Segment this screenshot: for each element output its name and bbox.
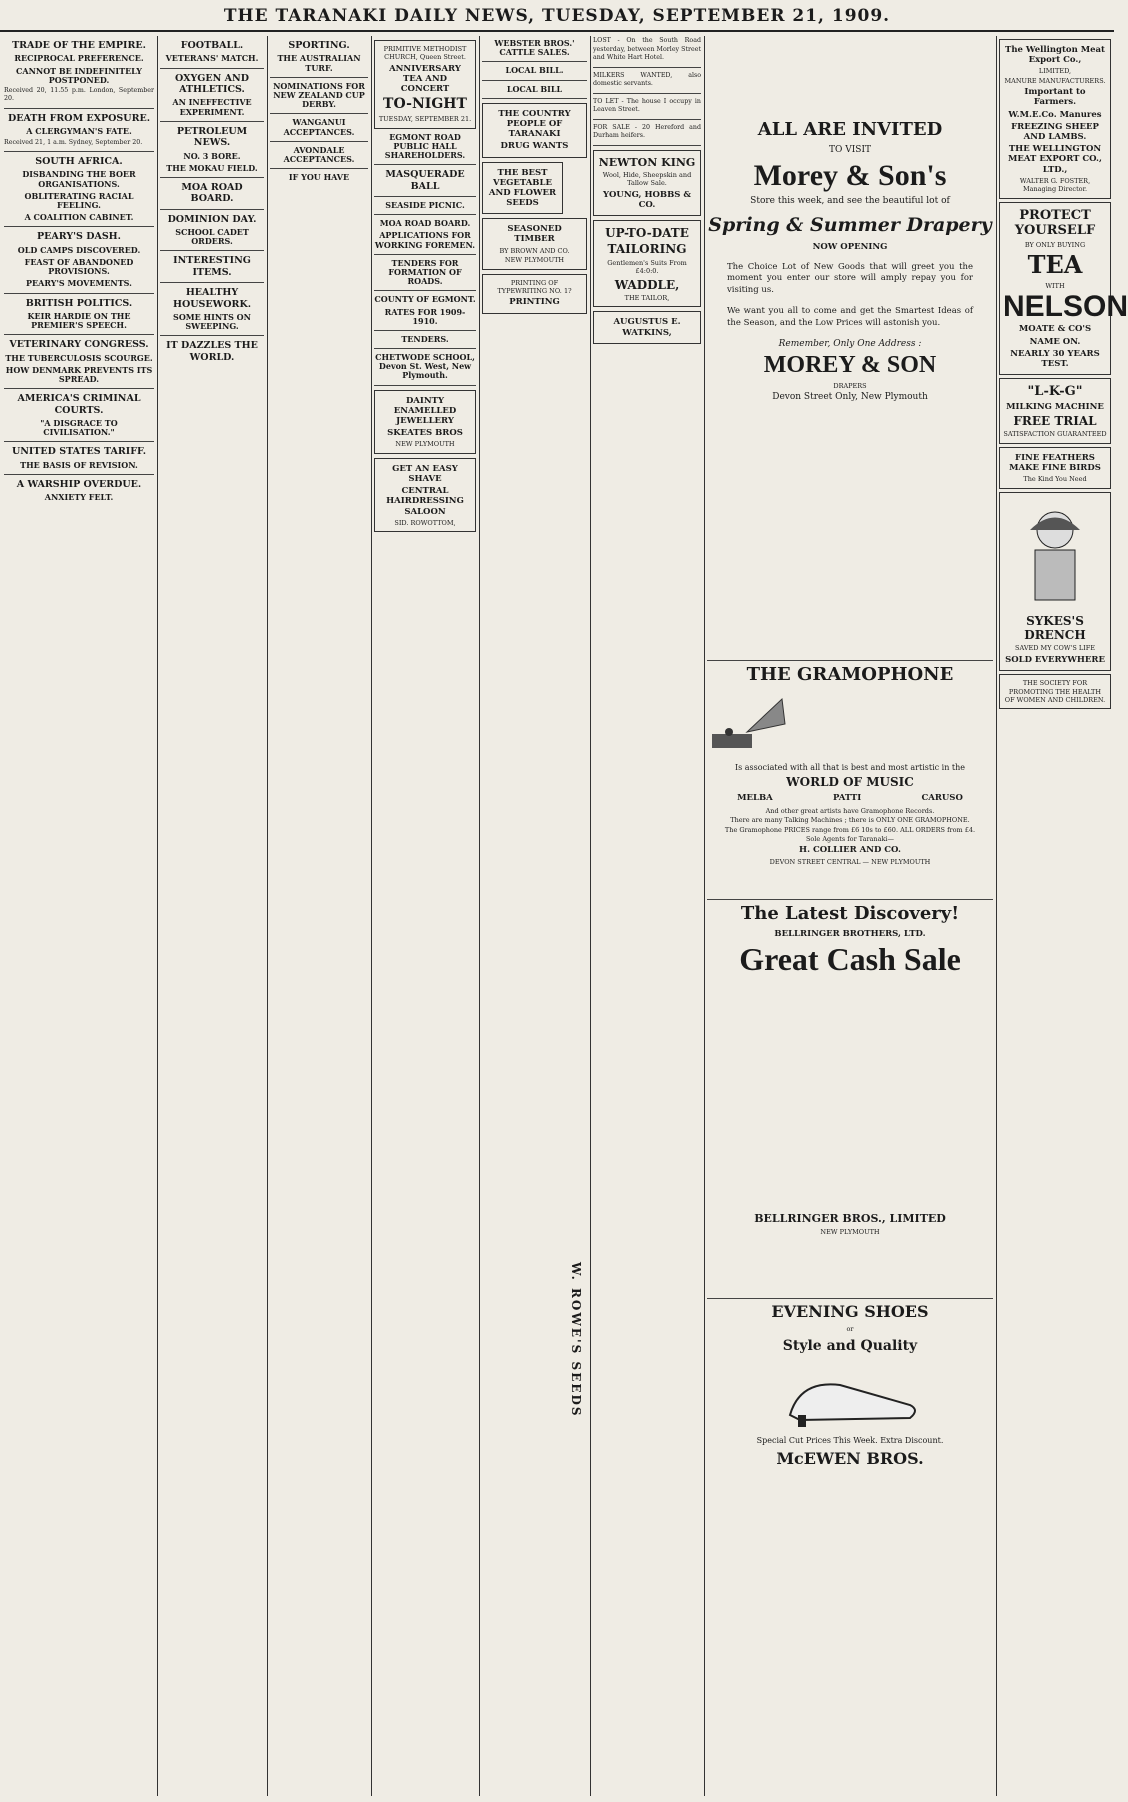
headline: FOOTBALL. bbox=[180, 40, 244, 51]
headline: DOMINION DAY. bbox=[167, 213, 257, 225]
feathers-ad bbox=[999, 447, 1111, 489]
divider bbox=[270, 168, 368, 169]
or-word: or bbox=[846, 1325, 854, 1334]
masthead bbox=[0, 0, 1114, 32]
style-quality: Style and Quality bbox=[782, 1337, 918, 1354]
walter-foster: WALTER G. FOSTER, Managing Director. bbox=[1019, 176, 1091, 194]
shoes-ad bbox=[707, 1303, 993, 1469]
seeds-ad bbox=[482, 162, 563, 215]
subhead: LOCAL BILL. bbox=[505, 65, 564, 76]
subhead: KEIR HARDIE ON THE PREMIER'S SPEECH. bbox=[27, 310, 131, 331]
headline: OXYGEN AND ATHLETICS. bbox=[175, 72, 249, 95]
divider bbox=[4, 441, 154, 442]
subhead: MOA ROAD BOARD. bbox=[379, 218, 471, 229]
divider bbox=[707, 899, 993, 900]
bellringer-ad bbox=[707, 904, 993, 1294]
want-you-text: We want you all to come and get the Smartest Ideas of the Season, and the Low Prices will astonish you. bbox=[727, 306, 973, 328]
divider bbox=[160, 68, 264, 69]
brown-town: NEW PLYMOUTH bbox=[504, 256, 565, 265]
now-opening: NOW OPENING bbox=[812, 241, 888, 252]
wellington-ad bbox=[999, 39, 1111, 199]
headline: DEATH FROM EXPOSURE. bbox=[7, 112, 151, 124]
freezing-lambs: FREEZING SHEEP AND LAMBS. bbox=[1011, 121, 1099, 142]
shoe-icon bbox=[770, 1360, 930, 1430]
headline: VETERINARY CONGRESS. bbox=[9, 339, 149, 351]
column-1 bbox=[4, 36, 154, 1796]
headline: PEARY'S DASH. bbox=[37, 231, 121, 243]
hairdressing-ad bbox=[374, 458, 476, 532]
wmeco-manures: W.M.E.Co. Manures bbox=[1008, 109, 1102, 120]
skeates-name: SKEATES BROS bbox=[387, 428, 463, 439]
headline: TRADE OF THE EMPIRE. bbox=[12, 40, 146, 51]
column-rule bbox=[479, 36, 480, 1796]
skeates-town: NEW PLYMOUTH bbox=[395, 440, 455, 449]
divider bbox=[4, 474, 154, 475]
easy-shave: GET AN EASY SHAVE bbox=[392, 463, 458, 485]
subhead: RATES FOR 1909-1910. bbox=[384, 306, 466, 326]
divider bbox=[593, 67, 701, 68]
nelson-label: NELSON bbox=[1003, 290, 1128, 324]
subhead: LOCAL BILL bbox=[506, 83, 563, 94]
remember: Remember, Only One Address : bbox=[778, 339, 922, 350]
subhead: IF YOU HAVE bbox=[288, 172, 350, 183]
divider bbox=[482, 98, 587, 99]
sykes-drench: SYKES'S DRENCH bbox=[1024, 613, 1086, 643]
seeds-title: THE BEST VEGETABLE AND FLOWER SEEDS bbox=[488, 167, 557, 209]
subhead: DISBANDING THE BOER ORGANISATIONS. bbox=[22, 169, 136, 189]
protect-yourself: PROTECT YOURSELF bbox=[1014, 207, 1096, 239]
manure-makers: MANURE MANUFACTURERS. bbox=[1004, 76, 1106, 85]
newton-name: NEWTON KING bbox=[598, 155, 696, 169]
divider bbox=[4, 226, 154, 227]
subhead: COUNTY OF EGMONT. bbox=[374, 294, 476, 305]
divider bbox=[4, 108, 154, 109]
important-farmers: Important to Farmers. bbox=[1024, 87, 1086, 108]
subhead: THE BASIS OF REVISION. bbox=[20, 459, 138, 470]
by-buying: BY ONLY BUYING bbox=[1024, 240, 1086, 249]
subhead: NO. 3 BORE. bbox=[183, 150, 241, 161]
artist-melba: MELBA bbox=[737, 793, 773, 804]
artist-names bbox=[707, 791, 993, 805]
column-3 bbox=[270, 36, 368, 1796]
bellringer-name: BELLRINGER BROTHERS, LTD. bbox=[774, 928, 926, 939]
dateline: Received 20, 11.55 p.m. London, September 20. bbox=[4, 86, 154, 103]
timber-title: SEASONED TIMBER bbox=[507, 224, 562, 245]
sale-details-area bbox=[707, 980, 993, 1210]
gramophone-title: THE GRAMOPHONE bbox=[746, 664, 954, 685]
proprietor: SID. ROWOTTOM, bbox=[394, 518, 456, 527]
watkins-name: AUGUSTUS E. WATKINS, bbox=[613, 317, 681, 338]
classified: MILKERS WANTED, also domestic servants. bbox=[593, 71, 701, 87]
evening-shoes: EVENING SHOES bbox=[771, 1302, 929, 1321]
masthead-title: THE TARANAKI DAILY NEWS, TUESDAY, SEPTEMBER 21, 1909. bbox=[223, 6, 891, 26]
subhead: SCHOOL CADET ORDERS. bbox=[175, 227, 249, 247]
divider bbox=[374, 214, 476, 215]
church-ad bbox=[374, 40, 476, 129]
headline: MOA ROAD BOARD. bbox=[181, 181, 243, 205]
choice-text: The Choice Lot of New Goods that will greet you the moment you enter our store will amply repay you for visiting us. bbox=[727, 261, 973, 295]
wellington-name: The Wellington Meat Export Co., bbox=[1005, 45, 1105, 66]
anniversary: ANNIVERSARY TEA AND CONCERT bbox=[389, 63, 461, 95]
all-invited: ALL ARE INVITED bbox=[757, 119, 943, 140]
satisfaction: SATISFACTION GUARANTEED bbox=[1003, 430, 1107, 439]
headline: MASQUERADE BALL bbox=[385, 169, 465, 192]
gramophone-icon bbox=[707, 694, 787, 754]
divider bbox=[4, 334, 154, 335]
subhead: APPLICATIONS FOR WORKING FOREMEN. bbox=[374, 230, 476, 250]
divider bbox=[374, 290, 476, 291]
divider bbox=[593, 145, 701, 146]
collier-name: H. COLLIER AND CO. bbox=[799, 845, 901, 856]
subhead: AN INEFFECTIVE EXPERIMENT. bbox=[172, 97, 252, 117]
headline: UNITED STATES TARIFF. bbox=[11, 446, 147, 458]
divider bbox=[270, 113, 368, 114]
nearly-30-years: NEARLY 30 YEARS TEST. bbox=[1010, 348, 1100, 370]
kind-you-need: The Kind You Need bbox=[1023, 475, 1087, 484]
moate-co: MOATE & CO'S bbox=[1018, 324, 1092, 335]
subhead: SOME HINTS ON SWEEPING. bbox=[173, 312, 251, 332]
rowe-seeds-label: W. ROWE'S SEEDS bbox=[569, 1262, 583, 1418]
subhead: CANNOT BE INDEFINITELY POSTPONED. bbox=[16, 65, 142, 85]
special-prices: Special Cut Prices This Week. Extra Discount. bbox=[756, 1435, 944, 1445]
bellringer-town: NEW PLYMOUTH bbox=[820, 1227, 880, 1236]
with-label: WITH bbox=[1045, 282, 1065, 291]
great-cash-sale: Great Cash Sale bbox=[739, 940, 961, 977]
divider bbox=[482, 80, 587, 81]
talking-machines: There are many Talking Machines ; there is ONLY ONE GRAMOPHONE. bbox=[730, 816, 970, 825]
divider bbox=[593, 93, 701, 94]
subhead: THE AUSTRALIAN TURF. bbox=[277, 53, 361, 73]
watkins-ad bbox=[593, 311, 701, 343]
dateline: Received 21, 1 a.m. Sydney, September 20. bbox=[4, 138, 143, 146]
to-visit: TO VISIT bbox=[828, 144, 872, 155]
milking-machine-ad bbox=[999, 378, 1111, 444]
subhead: OBLITERATING RACIAL FEELING. bbox=[24, 190, 134, 210]
column-2 bbox=[160, 36, 264, 1796]
limited: LIMITED, bbox=[1038, 67, 1072, 76]
divider bbox=[374, 196, 476, 197]
headline: SPORTING. bbox=[288, 40, 350, 51]
divider bbox=[374, 164, 476, 165]
saved-cow: SAVED MY COW'S LIFE bbox=[1015, 644, 1095, 653]
lkg-label: "L-K-G" bbox=[1027, 384, 1083, 400]
column-rule bbox=[704, 36, 705, 1796]
newton-king-ad bbox=[593, 150, 701, 216]
divider bbox=[707, 660, 993, 661]
printing-title: PRINTING bbox=[509, 297, 560, 308]
sole-agents: Sole Agents for Taranaki— bbox=[805, 834, 895, 843]
morey-title: Morey & Son's bbox=[753, 159, 947, 193]
headline: BRITISH POLITICS. bbox=[25, 297, 133, 309]
brown-name: BY BROWN AND CO. bbox=[499, 246, 570, 255]
classified: LOST - On the South Road yesterday, between Morley Street and White Hart Hotel. bbox=[593, 37, 701, 61]
beautiful-line: Store this week, and see the beautiful lot of bbox=[750, 195, 950, 206]
headline: AMERICA'S CRIMINAL COURTS. bbox=[17, 393, 141, 416]
subhead: THE TUBERCULOSIS SCOURGE. bbox=[5, 352, 153, 363]
subhead: OLD CAMPS DISCOVERED. bbox=[17, 244, 141, 255]
seeds-vertical-banner bbox=[565, 1235, 587, 1445]
artist-patti: PATTI bbox=[833, 793, 862, 804]
divider bbox=[160, 121, 264, 122]
headline: IT DAZZLES THE WORLD. bbox=[166, 340, 258, 363]
divider bbox=[374, 385, 476, 386]
headline: PETROLEUM NEWS. bbox=[176, 125, 248, 149]
divider bbox=[160, 282, 264, 283]
young-name: YOUNG, HOBBS & CO. bbox=[602, 189, 692, 210]
subhead: A COALITION CABINET. bbox=[24, 212, 134, 223]
divider bbox=[4, 151, 154, 152]
column-6 bbox=[593, 36, 701, 1796]
sold-everywhere: SOLD EVERYWHERE bbox=[1005, 654, 1105, 665]
collier-address: DEVON STREET CENTRAL — NEW PLYMOUTH bbox=[769, 857, 931, 866]
subhead: "A DISGRACE TO CIVILISATION." bbox=[40, 418, 118, 438]
divider bbox=[593, 119, 701, 120]
date: TUESDAY, SEPTEMBER 21. bbox=[378, 115, 472, 124]
column-5 bbox=[482, 36, 587, 1796]
headline: A WARSHIP OVERDUE. bbox=[16, 478, 142, 490]
subhead: THE MOKAU FIELD. bbox=[166, 162, 258, 173]
divider bbox=[270, 141, 368, 142]
subhead: CHETWODE SCHOOL, Devon St. West, New Plymouth. bbox=[375, 352, 475, 381]
divider bbox=[374, 348, 476, 349]
jewellery-ad bbox=[374, 390, 476, 454]
divider bbox=[482, 61, 587, 62]
drug-ad bbox=[482, 103, 587, 158]
waddle-name: WADDLE, bbox=[614, 277, 680, 292]
morey-son: MOREY & SON bbox=[763, 352, 937, 379]
subhead: RECIPROCAL PREFERENCE. bbox=[14, 53, 144, 64]
column-rule bbox=[267, 36, 268, 1796]
fine-feathers: FINE FEATHERS MAKE FINE BIRDS bbox=[1009, 452, 1101, 474]
other-artists: And other great artists have Gramophone Records. bbox=[765, 806, 935, 815]
newton-sub: Wool, Hide, Sheepskin and Tallow Sale. bbox=[602, 170, 692, 188]
bellringer-limited: BELLRINGER BROS., LIMITED bbox=[754, 1212, 946, 1226]
gramophone-sub: Is associated with all that is best and most artistic in the bbox=[734, 762, 966, 772]
divider bbox=[160, 177, 264, 178]
subhead: VETERANS' MATCH. bbox=[165, 53, 259, 64]
classified: FOR SALE - 20 Hereford and Durham heifers. bbox=[593, 123, 701, 139]
column-4 bbox=[374, 36, 476, 1796]
column-rule bbox=[371, 36, 372, 1796]
drapers: DRAPERS bbox=[833, 382, 867, 391]
printing-ad bbox=[482, 274, 587, 314]
artist-caruso: CARUSO bbox=[921, 793, 963, 804]
divider bbox=[4, 293, 154, 294]
free-trial: FREE TRIAL bbox=[1013, 414, 1097, 429]
subhead: PEARY'S MOVEMENTS. bbox=[26, 278, 132, 289]
column-rule bbox=[590, 36, 591, 1796]
wellington-name-2: THE WELLINGTON MEAT EXPORT CO., LTD., bbox=[1008, 144, 1102, 175]
divider bbox=[270, 77, 368, 78]
tonight: TO-NIGHT bbox=[383, 96, 467, 113]
printing-line: PRINTING OF TYPEWRITING NO. 1? bbox=[497, 278, 572, 295]
subhead: WANGANUI ACCEPTANCES. bbox=[283, 117, 355, 137]
divider bbox=[374, 330, 476, 331]
latest-discovery: The Latest Discovery! bbox=[740, 903, 960, 924]
tea-label: TEA bbox=[1027, 250, 1083, 280]
headline: HEALTHY HOUSEWORK. bbox=[172, 287, 252, 310]
gents-suits: Gentlemen's Suits From £4:0:0. bbox=[607, 258, 687, 276]
subhead: TENDERS FOR FORMATION OF ROADS. bbox=[388, 257, 462, 287]
divider bbox=[707, 1298, 993, 1299]
nelson-tea-ad bbox=[999, 202, 1128, 376]
column-rule bbox=[996, 36, 997, 1796]
tailoring: TAILORING bbox=[607, 242, 687, 257]
timber-ad bbox=[482, 218, 587, 269]
divider bbox=[160, 250, 264, 251]
subhead: EGMONT ROAD PUBLIC HALL SHAREHOLDERS. bbox=[384, 131, 466, 161]
sykes-drench-ad bbox=[999, 492, 1111, 671]
church-name: PRIMITIVE METHODIST CHURCH, Queen Street. bbox=[383, 45, 467, 62]
milking-machine: MILKING MACHINE bbox=[1006, 401, 1104, 412]
subhead: FEAST OF ABANDONED PROVISIONS. bbox=[24, 256, 134, 277]
mcewen-name: McEWEN BROS. bbox=[776, 1449, 924, 1469]
subhead: HOW DENMARK PREVENTS ITS SPREAD. bbox=[5, 364, 153, 385]
subhead: WEBSTER BROS.' CATTLE SALES. bbox=[494, 38, 575, 58]
column-7 bbox=[707, 36, 993, 1796]
farmer-icon bbox=[1005, 500, 1105, 610]
up-to-date: UP-TO-DATE bbox=[605, 225, 689, 240]
gramophone-ad bbox=[707, 665, 993, 895]
society-ad bbox=[999, 674, 1111, 709]
subhead: AVONDALE ACCEPTANCES. bbox=[283, 144, 355, 164]
column-8 bbox=[999, 36, 1128, 1796]
headline: INTERESTING ITEMS. bbox=[173, 255, 251, 278]
spring-drapery: Spring & Summer Drapery bbox=[708, 213, 992, 236]
divider bbox=[160, 335, 264, 336]
headline: SOUTH AFRICA. bbox=[35, 156, 123, 168]
jewellery-title: DAINTY ENAMELLED JEWELLERY bbox=[393, 395, 457, 427]
divider bbox=[4, 388, 154, 389]
saloon-name: CENTRAL HAIRDRESSING SALOON bbox=[386, 486, 464, 517]
column-rule bbox=[157, 36, 158, 1796]
the-tailor: THE TAILOR, bbox=[624, 293, 670, 302]
tailoring-ad bbox=[593, 220, 701, 307]
name-on: NAME ON. bbox=[1029, 336, 1081, 347]
subhead: ANXIETY FELT. bbox=[44, 492, 114, 503]
devon-street: Devon Street Only, New Plymouth bbox=[772, 391, 928, 402]
subhead: SEASIDE PICNIC. bbox=[385, 200, 465, 211]
gramophone-prices: The Gramophone PRICES range from £6 10s to £60. ALL ORDERS from £4. bbox=[724, 825, 976, 834]
subhead: NOMINATIONS FOR NEW ZEALAND CUP DERBY. bbox=[273, 80, 365, 110]
subhead: TENDERS. bbox=[401, 333, 449, 344]
society-name: THE SOCIETY FOR PROMOTING THE HEALTH OF WOMEN AND CHILDREN. bbox=[1004, 679, 1106, 704]
classified: TO LET - The house I occupy in Leaven Street. bbox=[593, 97, 701, 113]
morey-ad bbox=[707, 36, 993, 656]
drug-wants: DRUG WANTS bbox=[500, 141, 569, 152]
county-people: THE COUNTRY PEOPLE OF TARANAKI bbox=[498, 108, 571, 140]
world-music: WORLD OF MUSIC bbox=[786, 775, 914, 790]
subhead: A CLERGYMAN'S FATE. bbox=[26, 126, 132, 137]
divider bbox=[160, 209, 264, 210]
divider bbox=[374, 254, 476, 255]
